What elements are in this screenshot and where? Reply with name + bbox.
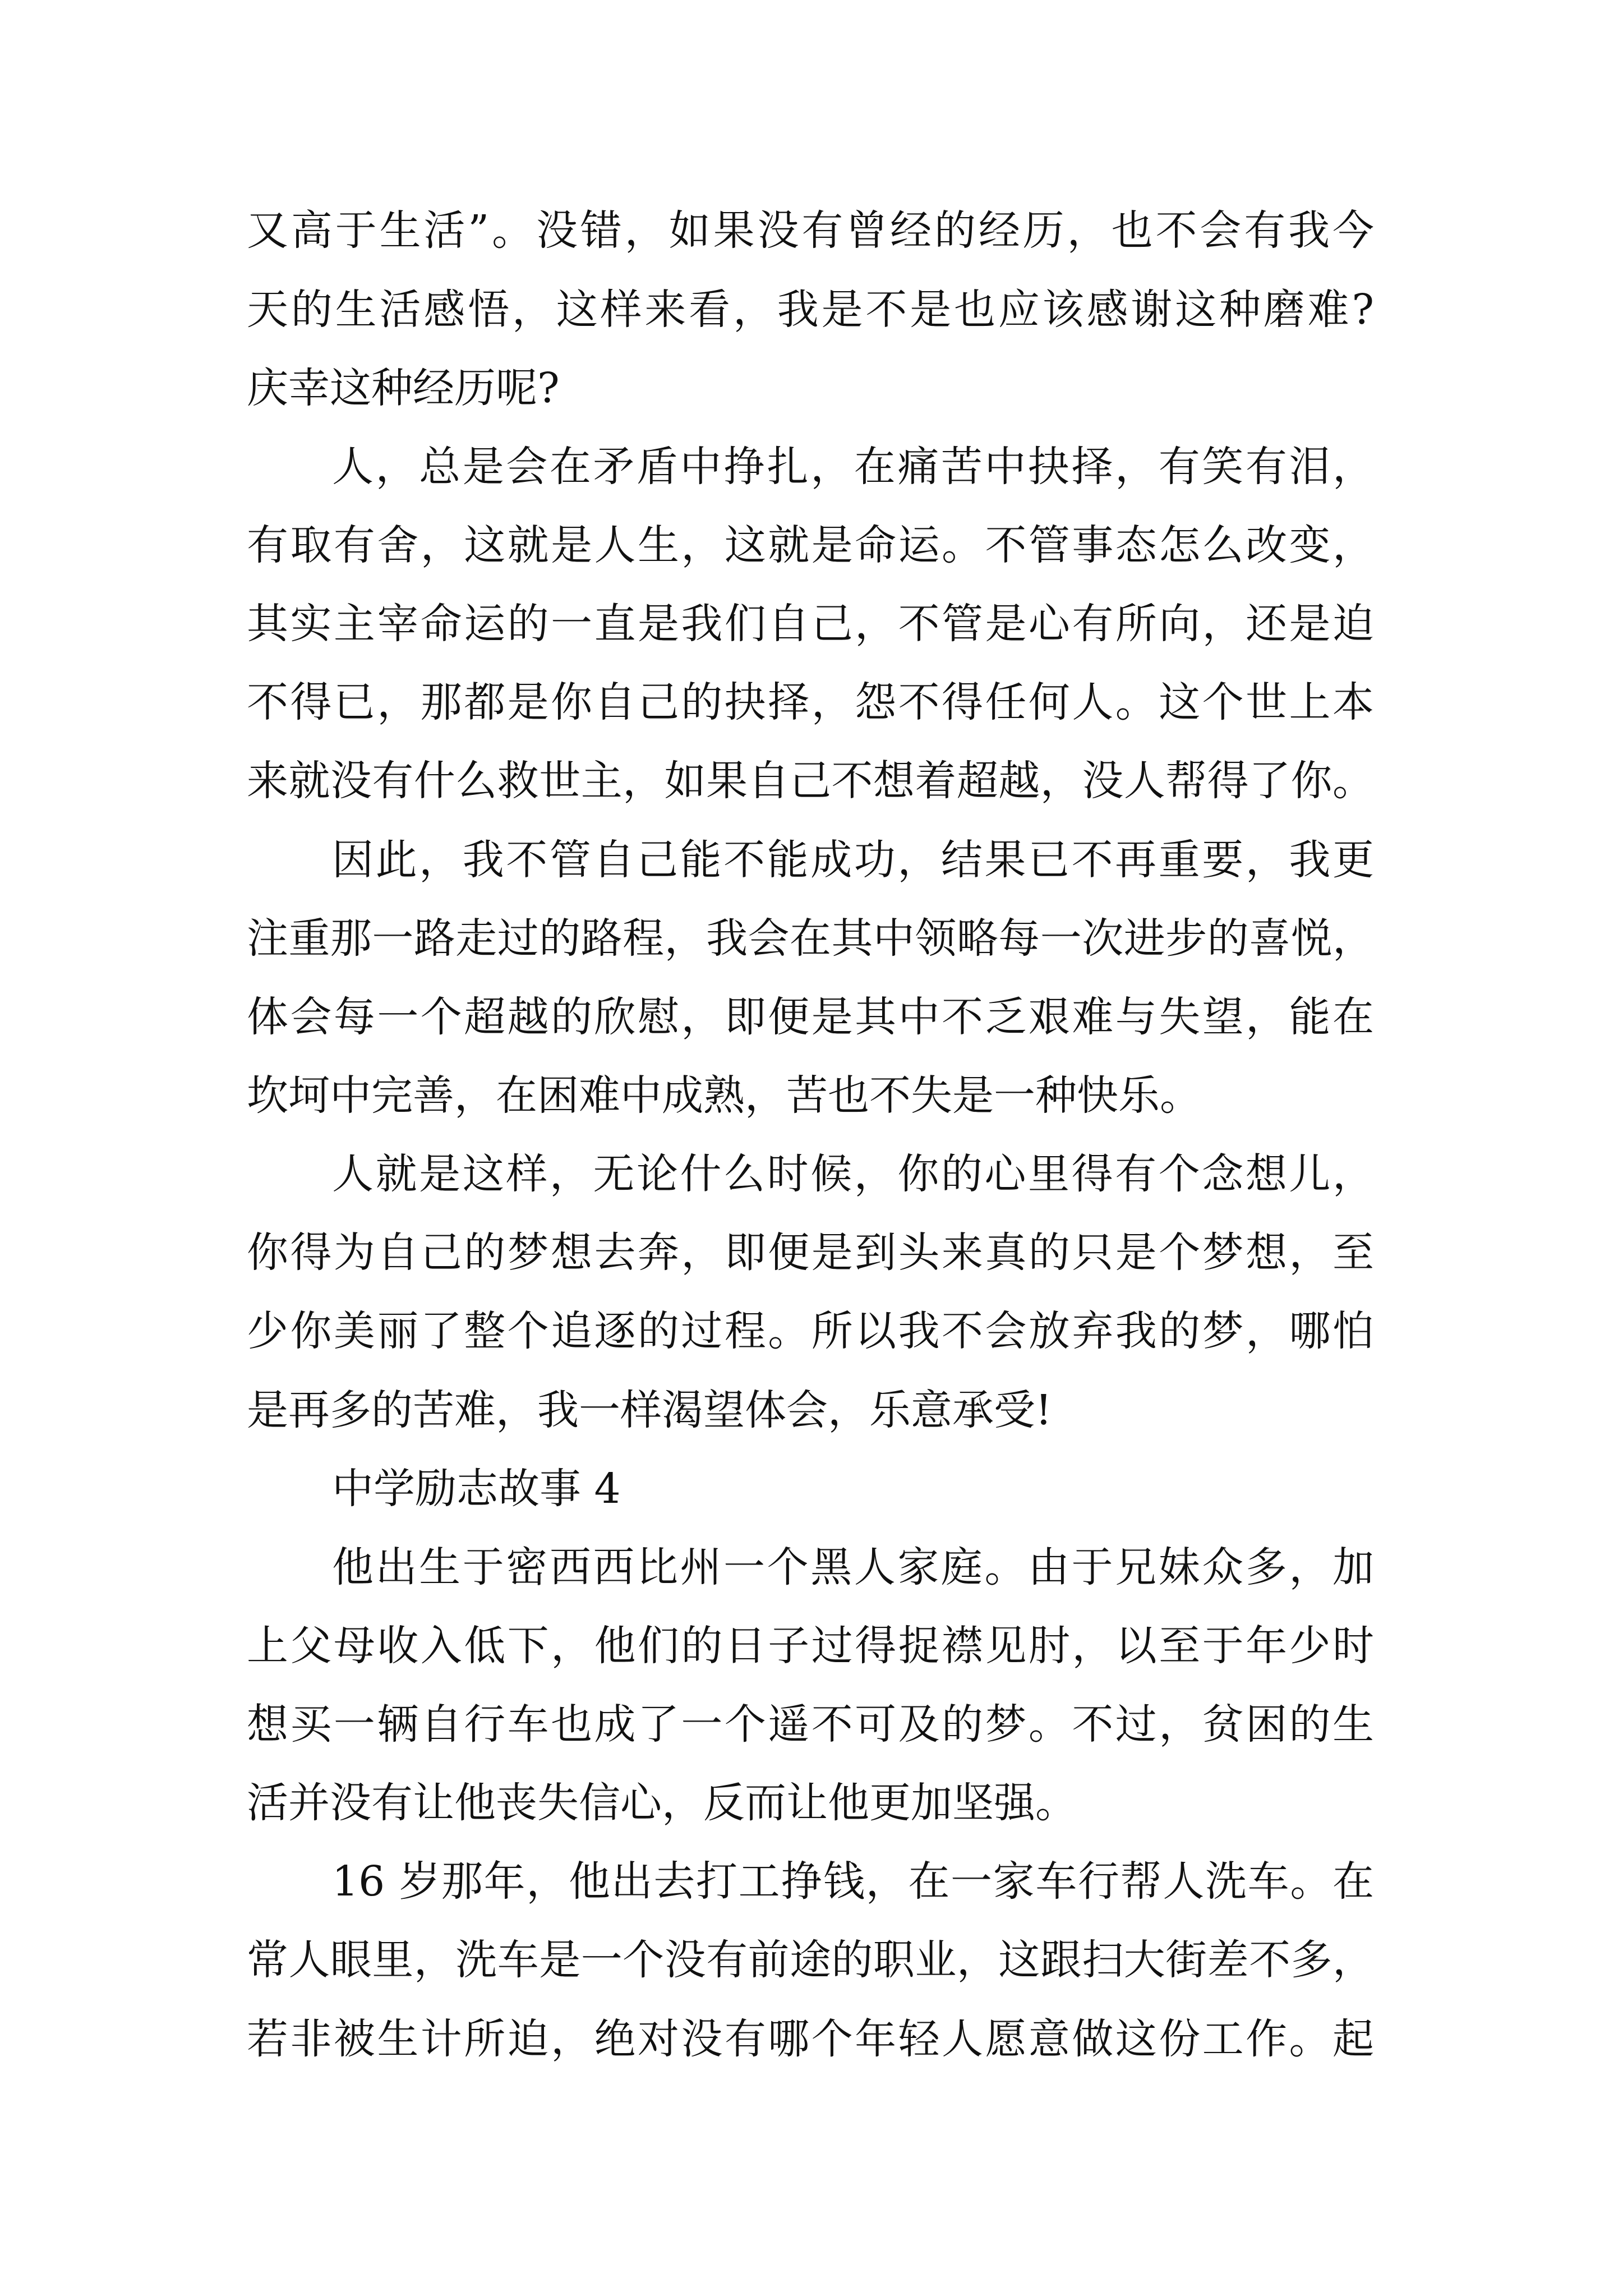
text-line: 你得为自己的梦想去奔，即便是到头来真的只是个梦想，至	[247, 1228, 1374, 1277]
text-line: 庆幸这种经历呢?	[247, 364, 560, 412]
text-line: 有取有舍，这就是人生，这就是命运。不管事态怎么改变，	[247, 521, 1374, 569]
text-line: 不得已，那都是你自己的抉择，怨不得任何人。这个世上本	[247, 678, 1374, 726]
paragraph-first-line: 人，总是会在矛盾中挣扎，在痛苦中抉择，有笑有泪，	[332, 443, 1374, 491]
text-line: 想买一辆自行车也成了一个遥不可及的梦。不过，贫困的生	[247, 1700, 1374, 1749]
text-line: 体会每一个超越的欣慰，即便是其中不乏艰难与失望，能在	[247, 993, 1374, 1041]
text-line: 是再多的苦难，我一样渴望体会，乐意承受!	[247, 1386, 1052, 1434]
paragraph-first-line: 16 岁那年，他出去打工挣钱，在一家车行帮人洗车。在	[332, 1857, 1374, 1906]
text-line: 少你美丽了整个追逐的过程。所以我不会放弃我的梦，哪怕	[247, 1307, 1374, 1355]
paragraph-first-line: 人就是这样，无论什么时候，你的心里得有个念想儿，	[332, 1150, 1374, 1198]
text-line: 其实主宰命运的一直是我们自己，不管是心有所向，还是迫	[247, 600, 1374, 648]
text-line: 注重那一路走过的路程，我会在其中领略每一次进步的喜悦，	[247, 914, 1374, 963]
paragraph-first-line: 他出生于密西西比州一个黑人家庭。由于兄妹众多，加	[332, 1543, 1374, 1591]
text-line: 天的生活感悟，这样来看，我是不是也应该感谢这种磨难?	[247, 286, 1374, 334]
text-line: 活并没有让他丧失信心，反而让他更加坚强。	[247, 1779, 1077, 1827]
text-line: 来就没有什么救世主，如果自己不想着超越，没人帮得了你。	[247, 757, 1374, 805]
text-line: 常人眼里，洗车是一个没有前途的职业，这跟扫大街差不多，	[247, 1936, 1374, 1984]
text-line: 若非被生计所迫，绝对没有哪个年轻人愿意做这份工作。起	[247, 2015, 1374, 2063]
text-line: 坎坷中完善，在困难中成熟，苦也不失是一种快乐。	[247, 1071, 1201, 1120]
section-heading: 中学励志故事 4	[332, 1465, 621, 1513]
paragraph-first-line: 因此，我不管自己能不能成功，结果已不再重要，我更	[332, 836, 1374, 884]
text-line: 又高于生活”。没错，如果没有曾经的经历，也不会有我今	[247, 206, 1374, 255]
text-line: 上父母收入低下，他们的日子过得捉襟见肘，以至于年少时	[247, 1622, 1374, 1670]
